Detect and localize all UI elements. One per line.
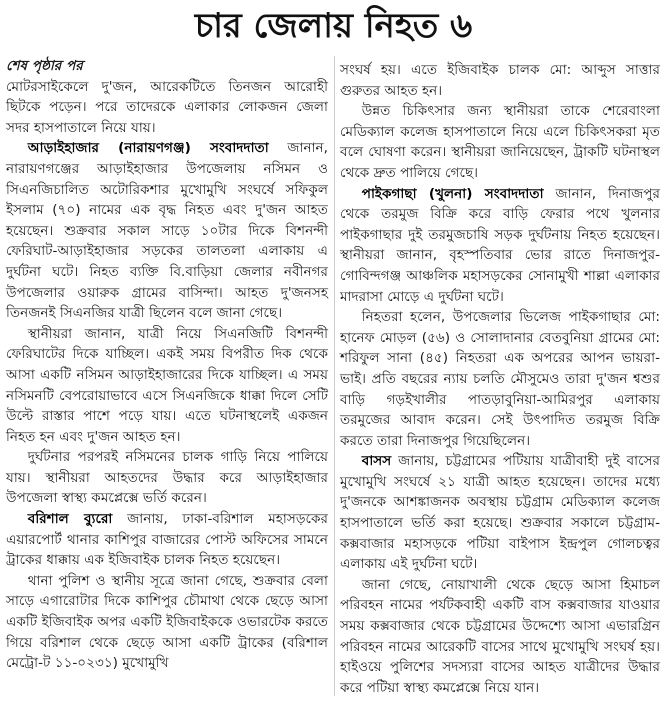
paragraph-text: মোটরসাইকেলে দু'জন, আরেকটিতে তিনজন আরোহী ছিটকে পড়েন। পরে তাদেরকে এলাকার লোকজন জেলা সদর হাসপাতালে নিয়ে যায়। <box>6 78 328 136</box>
article-paragraph <box>340 451 660 575</box>
paragraph-text: নিহতরা হলেন, উপজেলার ভিলেজ পাইকগাছার মো: হানেফ মোড়ল (৫৬) ও সোলাদানার বেতবুনিয়া গ্রামের মো: শরিফুল সানা (৪৫) নিহতরা এক অপরের আপন ভায়রা-ভাই। প্রতি বছরের ন্যায় চলতি মৌসুমেও তারা দু'জন শ্বশুর বাড়ি গড়ইখালীর পাতড়াবুনিয়া-আমিরপুর এলাকায় তরমুজের আবাদ করেন। সেই উৎপাদিত তরমুজ বিক্রি করতে তারা দিনাজপুর গিয়েছিলেন। <box>340 309 660 449</box>
paragraph-text: স্থানীয়রা জানান, যাত্রী নিয়ে সিএনজিটি বিশনন্দী ফেরিঘাটের দিকে যাচ্ছিল। একই সময় বিপরীত দিক থেকে আসা একটি নসিমন আড়াইহাজারের দিকে যাচ্ছিল। এ সময় নসিমনটি বেপরোয়াভাবে এসে সিএনজিকে ধাক্কা দিলে সেটি উল্টে রাস্তার পাশে পড়ে যায়। এতে ঘটনাস্থলেই একজন নিহত হন এবং দু'জন আহত হন। <box>6 325 328 445</box>
article-paragraph <box>340 307 660 451</box>
paragraph-text: থানা পুলিশ ও স্থানীয় সূত্রে জানা গেছে, শুক্রবার বেলা সাড়ে এগারোটার দিকে কাশিপুর চৌমাথা থেকে ছেড়ে আসা একটি ইজিবাইক অপর একটি ইজিবাইককে ওভারটেক করতে গিয়ে বরিশাল থেকে ছেড়ে আসা একটি ট্রাকের (বরিশাল মেট্রো-ট ১১-০২৩১) মুখোমুখি <box>6 572 328 672</box>
paragraph-text: দুর্ঘটনার পরপরই নসিমনের চালক গাড়ি নিয়ে পালিয়ে যায়। স্থানীয়রা আহতদের উদ্ধার করে আড়াইহাজার উপজেলা স্বাস্থ্য কমপ্লেক্সে ভর্তি করেন। <box>6 449 328 507</box>
paragraph-text: জানান, দিনাজপুর থেকে তরমুজ বিক্রি করে বাড়ি ফেরার পথে খুলনার পাইকগাছার দুই তরমুজচাষি সড়ক দুর্ঘটনায় নিহত হয়েছেন। স্থানীয়রা জানান, বৃহস্পতিবার ভোর রাতে দিনাজপুর-গোবিন্দগঞ্জ আঞ্চলিক মহাসড়কের সোনামুখী শাল্লা এলাকার মাদরাসা মোড়ে এ দুর্ঘটনা ঘটে। <box>340 185 660 305</box>
article-paragraph <box>6 138 328 323</box>
paragraph-lead: পাইকগাছা (খুলনা) সংবাদদাতা <box>361 185 544 202</box>
article-paragraph <box>340 575 660 699</box>
article-paragraph <box>6 571 328 674</box>
right-column-paragraphs <box>340 60 660 698</box>
column-divider <box>334 56 335 696</box>
article-paragraph <box>340 184 660 308</box>
paragraph-text: জানা গেছে, নোয়াখালী থেকে ছেড়ে আসা হিমাচল পরিবহন নামের পর্যটকবাহী একটি বাস কক্সবাজার যাওয়ার সময় কক্সবাজার থেকে চট্টগ্রামের উদ্দেশ্যে আসা এভারগ্রিন পরিবহন নামের আরেকটি বাসের সাথে মুখোমুখি সংঘর্ষ হয়। হাইওয়ে পুলিশের সদস্যরা বাসের আহত যাত্রীদের উদ্ধার করে পটিয়া স্বাস্থ্য কমপ্লেক্সে নিয়ে যান। <box>340 576 660 696</box>
paragraph-lead: বাসস <box>361 453 392 470</box>
left-column-paragraphs <box>6 77 328 674</box>
paragraph-text: সংঘর্ষ হয়। এতে ইজিবাইক চালক মো: আব্দুস সাত্তার গুরুতর আহত হন। <box>340 62 660 99</box>
paragraph-lead: বরিশাল ব্যুরো <box>27 511 113 528</box>
article-paragraph <box>6 324 328 448</box>
right-column <box>340 60 660 698</box>
paragraph-text: জানান, নারায়ণগঞ্জের আড়াইহাজার উপজেলায় নসিমন ও সিএনজিচালিত অটোরিকশার মুখোমুখি সংঘর্ষে সফিকুল ইসলাম (৭০) নামের এক বৃদ্ধ নিহত এবং দু'জন আহত হয়েছেন। শুক্রবার সকাল সাড়ে ১০টার দিকে বিশনন্দী ফেরিঘাট-আড়াইহাজার সড়কের তালতলা এলাকায় এ দুর্ঘটনা ঘটে। নিহত ব্যক্তি বি.বাড়িয়া জেলার নবীনগর উপজেলার ওয়ারুক গ্রামের বাসিন্দা। আহত দু'জনসহ তিনজনই সিএনজির যাত্রী ছিলেন বলে জানা গেছে। <box>6 140 328 322</box>
article-paragraph <box>340 60 660 101</box>
headline: চার জেলায় নিহত ৬ <box>194 6 473 46</box>
paragraph-lead: আড়াইহাজার (নারায়ণগঞ্জ) সংবাদদাতা <box>27 140 269 157</box>
paragraph-text: জানায়, ঢাকা-বরিশাল মহাসড়কের এয়ারপোর্ট থানার কাশিপুর বাজারের পোস্ট অফিসের সামনে ট্রাকের ধাক্কায় এক ইজিবাইক চালক নিহত হয়েছেন। <box>6 511 328 569</box>
article-paragraph <box>6 77 328 139</box>
article-paragraph <box>340 101 660 183</box>
article-paragraph <box>6 509 328 571</box>
continued-from-label: শেষ পৃষ্ঠার পর <box>6 58 83 74</box>
left-column <box>6 56 328 674</box>
article-paragraph <box>6 447 328 509</box>
paragraph-text: জানায়, চট্টগ্রামের পটিয়ায় যাত্রীবাহী দুই বাসের মুখোমুখি সংঘর্ষে ২১ যাত্রী আহত হয়েছেন। তাদের মধ্যে দু'জনকে আশঙ্কাজনক অবস্থায় চট্টগ্রাম মেডিক্যাল কলেজ হাসপাতালে ভর্তি করা হয়েছে। শুক্রবার সকালে চট্টগ্রাম-কক্সবাজার মহাসড়কে পটিয়া বাইপাস ইন্দ্রপুল গোলচত্বর এলাকায় এই দুর্ঘটনা ঘটে। <box>340 453 660 573</box>
paragraph-text: উন্নত চিকিৎসার জন্য স্থানীয়রা তাকে শেরেবাংলা মেডিক্যাল কলেজ হাসপাতালে নিয়ে এলে চিকিৎসকরা মৃত বলে ঘোষণা করেন। স্থানীয়রা জানিয়েছেন, ট্রাকটি ঘটনাস্থল থেকে দ্রুত পালিয়ে গেছে। <box>340 103 660 181</box>
